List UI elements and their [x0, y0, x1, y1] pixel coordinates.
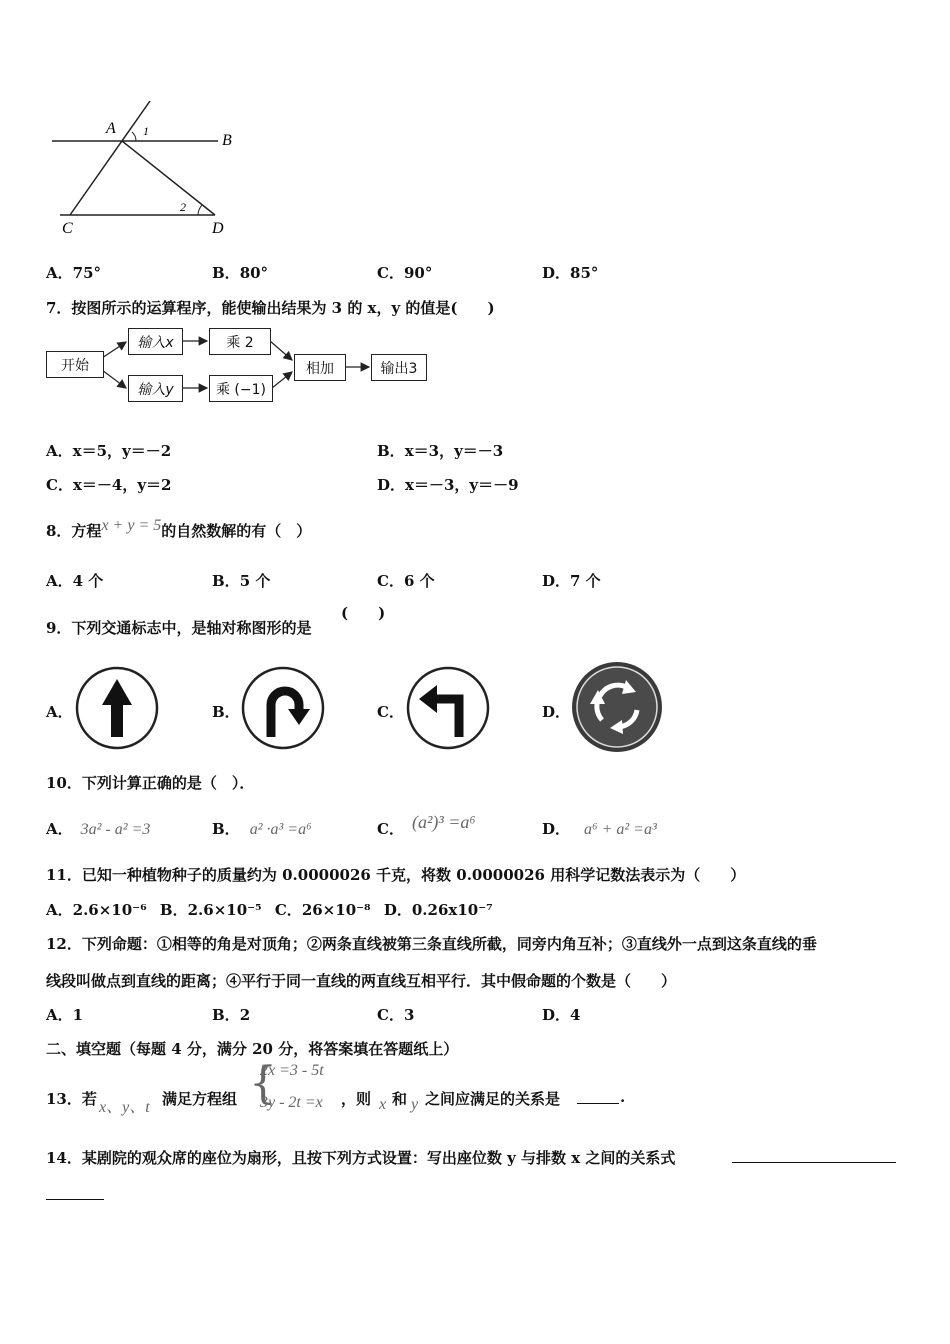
flow-output-box: 输出3: [371, 354, 427, 381]
option-letter: D．: [542, 1006, 571, 1024]
section-2-title: 二、填空题（每题 4 分，满分 20 分，将答案填在答题纸上）: [46, 1040, 459, 1058]
q8-option-c[interactable]: [377, 570, 435, 591]
flow-times-neg1-box: 乘 (−1): [209, 375, 273, 402]
q13-brace: {: [249, 1058, 277, 1109]
label-b: B: [222, 132, 232, 149]
q9-option-b-letter[interactable]: B．: [212, 703, 240, 721]
angle-2-arc: [198, 205, 202, 215]
option-letter: A．: [46, 820, 73, 838]
q13-answer-blank[interactable]: [577, 1086, 619, 1104]
q11-option-c[interactable]: [275, 901, 371, 919]
q13-equation-2: 3y - 2t =x: [260, 1094, 323, 1111]
left-turn-sign-icon[interactable]: [405, 665, 491, 751]
q10-option-c[interactable]: [377, 812, 476, 838]
option-text: 5 个: [239, 572, 271, 590]
option-text: 90°: [403, 264, 433, 282]
q8-option-b[interactable]: [212, 570, 270, 591]
option-text: x＝5，y＝－2: [72, 442, 172, 460]
option-letter: D．: [383, 901, 412, 919]
option-text: x＝－3，y＝－9: [405, 476, 519, 494]
option-text: 26×10⁻⁸: [301, 901, 371, 919]
option-text: 6 个: [403, 572, 435, 590]
q11-option-a[interactable]: [46, 901, 147, 919]
option-letter: C．: [274, 901, 302, 919]
q10-option-d[interactable]: [542, 818, 657, 839]
q7-option-c[interactable]: [46, 474, 172, 495]
flow-input-x-box: 输入x: [128, 328, 183, 355]
q11-stem: 11．已知一种植物种子的质量约为 0.0000026 千克，将数 0.0000026 用科学记数法表示为（ ）: [46, 866, 746, 884]
q8-pre: 8．方程: [46, 522, 102, 540]
q13-x: x: [379, 1096, 387, 1113]
q6-option-a[interactable]: [46, 262, 101, 283]
q7-stem: 7．按图所示的运算程序，能使输出结果为 3 的 x，y 的值是( ): [46, 299, 495, 317]
option-letter: D．: [542, 264, 571, 282]
q12-option-c[interactable]: [377, 1004, 414, 1025]
q14-answer-blank-continued[interactable]: [46, 1182, 104, 1200]
q8-equation: x + y = 5: [101, 517, 162, 534]
option-text: 2.6×10⁻⁶: [72, 901, 147, 919]
flow-start-box: 开始: [46, 351, 104, 378]
q9-option-d-letter[interactable]: D．: [542, 703, 571, 721]
q14-answer-blank[interactable]: [732, 1145, 896, 1163]
option-letter: C．: [377, 820, 404, 838]
q13-vars: x、y、t: [99, 1099, 150, 1116]
flow-times-2-box: 乘 2: [209, 328, 271, 355]
q13-y: y: [411, 1096, 419, 1113]
option-letter: B．: [159, 901, 188, 919]
option-text: 1: [72, 1006, 84, 1024]
q13-end: .: [620, 1088, 626, 1106]
option-letter: B．: [377, 442, 405, 460]
option-letter: A．: [46, 442, 73, 460]
q7-option-a[interactable]: [46, 440, 171, 461]
flow-input-y-box: 输入y: [128, 375, 183, 402]
q7-option-b[interactable]: [377, 440, 503, 461]
option-text: 4: [570, 1006, 581, 1024]
option-letter: D．: [377, 476, 406, 494]
label-c: C: [62, 220, 73, 237]
transversal-line: [70, 101, 150, 215]
q9-option-c-letter[interactable]: C．: [377, 703, 404, 721]
q10-option-a[interactable]: [46, 818, 150, 839]
option-letter: C．: [377, 1006, 404, 1024]
roundabout-sign-icon[interactable]: [570, 660, 664, 754]
option-letter: C．: [377, 264, 404, 282]
option-letter: B．: [212, 264, 240, 282]
option-letter: B．: [212, 820, 240, 838]
q12-option-b[interactable]: [212, 1004, 250, 1025]
option-text: 7 个: [570, 572, 601, 590]
option-text: 4 个: [72, 572, 104, 590]
option-letter: A．: [46, 572, 73, 590]
q12-stem-line2: 线段叫做点到直线的距离；④平行于同一直线的两直线互相平行．其中假命题的个数是（ ）: [46, 972, 677, 990]
q11-option-d[interactable]: [384, 901, 493, 919]
option-text: 2: [239, 1006, 251, 1024]
option-text: a² ·a³ =a⁶: [249, 821, 312, 838]
option-text: x＝－4，y＝2: [72, 476, 172, 494]
label-angle-2: 2: [180, 200, 186, 214]
option-text: 75°: [72, 264, 102, 282]
u-turn-sign-icon[interactable]: [240, 665, 326, 751]
q14-stem: 14．某剧院的观众席的座位为扇形，且按下列方式设置：写出座位数 y 与排数 x 之间的关系式: [46, 1149, 676, 1167]
option-text: 2.6×10⁻⁵: [187, 901, 262, 919]
q8-stem: [46, 517, 312, 541]
option-letter: A．: [46, 901, 73, 919]
option-text: 0.26x10⁻⁷: [411, 901, 493, 919]
option-letter: B．: [212, 572, 240, 590]
q9-paren: ( ): [341, 604, 386, 622]
angle-1-arc: [132, 132, 136, 141]
q9-option-a-letter[interactable]: A．: [46, 703, 73, 721]
label-a: A: [106, 120, 116, 137]
option-text: 3a² - a² =3: [80, 821, 151, 838]
option-letter: B．: [212, 1006, 240, 1024]
q13-pre: 13．若: [46, 1090, 97, 1108]
q12-stem-line1: 12．下列命题：①相等的角是对顶角；②两条直线被第三条直线所截，同旁内角互补；③直线外一点到这条直线的垂: [46, 935, 817, 953]
q11-options: [46, 899, 493, 920]
q13-comma: ，则: [341, 1090, 372, 1108]
straight-arrow-sign-icon[interactable]: [74, 665, 160, 751]
q13-equation-1: 2x =3 - 5t: [260, 1062, 324, 1079]
q13-post: 之间应满足的关系是: [425, 1090, 561, 1108]
q8-option-d[interactable]: [542, 570, 601, 591]
option-letter: C．: [46, 476, 73, 494]
q8-post: 的自然数解的有（ ）: [161, 522, 312, 540]
option-letter: D．: [542, 820, 571, 838]
q11-option-b[interactable]: [160, 901, 262, 919]
q6-option-b[interactable]: [212, 262, 268, 283]
line-ad: [122, 141, 215, 215]
option-text: a⁶ + a² =a³: [584, 821, 657, 838]
q6-geometry-figure: [40, 95, 250, 240]
label-d: D: [212, 220, 224, 237]
flow-add-box: 相加: [294, 354, 346, 381]
option-text: 85°: [570, 264, 599, 282]
q8-option-a[interactable]: [46, 570, 103, 591]
option-text: (a²)³ =a⁶: [411, 812, 476, 832]
label-angle-1: 1: [143, 124, 149, 138]
option-letter: D．: [542, 572, 571, 590]
option-text: x＝3，y＝－3: [404, 442, 504, 460]
q7-option-d[interactable]: [377, 474, 519, 495]
option-letter: C．: [377, 572, 404, 590]
q10-option-b[interactable]: [212, 818, 312, 839]
q13-mid: 满足方程组: [162, 1090, 238, 1108]
option-letter: A．: [46, 264, 73, 282]
q13-and: 和: [392, 1090, 408, 1108]
q10-stem: 10．下列计算正确的是（ ）．: [46, 774, 255, 792]
q9-stem: 9．下列交通标志中，是轴对称图形的是: [46, 619, 312, 637]
option-text: 3: [403, 1006, 415, 1024]
option-text: 80°: [239, 264, 269, 282]
q12-option-d[interactable]: [542, 1004, 580, 1025]
option-letter: A．: [46, 1006, 73, 1024]
q12-option-a[interactable]: [46, 1004, 83, 1025]
q6-option-d[interactable]: [542, 262, 598, 283]
q6-option-c[interactable]: [377, 262, 432, 283]
